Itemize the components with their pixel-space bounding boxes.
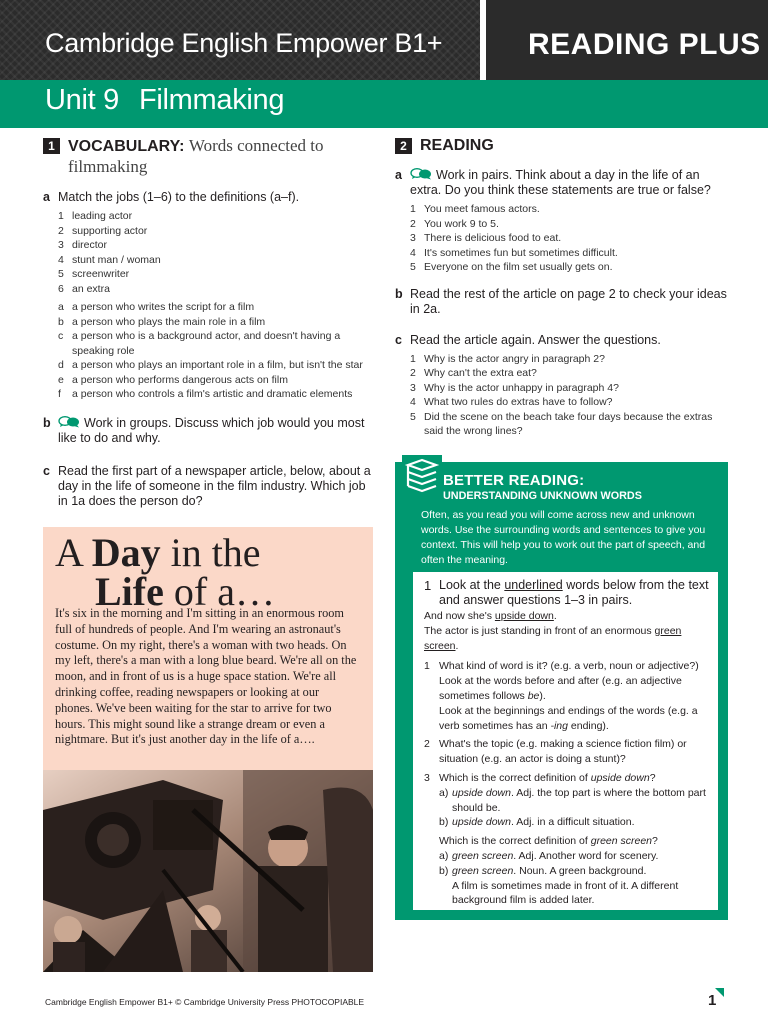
unit-number: Unit 9	[45, 84, 119, 116]
better-reading-subtitle: UNDERSTANDING UNKNOWN WORDS	[443, 490, 642, 502]
list-item: f a person who controls a film's artistic and dramatic elements	[58, 388, 353, 400]
task-question-2: 2 What's the topic (e.g. making a science fiction film) or situation (e.g. an actor is doing a stunt)?	[424, 738, 687, 766]
section-number: 2	[395, 138, 412, 154]
option-4b: b) green screen. Noun. A green background.	[439, 864, 647, 877]
reading-question-b: b Read the rest of the article on page 2 to check your ideas in 2a.	[395, 286, 727, 316]
list-item: b a person who plays the main role in a film	[58, 315, 266, 328]
better-reading-title: BETTER READING:	[443, 472, 585, 489]
list-item: 2 You work 9 to 5.	[410, 217, 499, 230]
option-4a: a) green screen. Adj. Another word for scenery.	[439, 849, 659, 862]
reading-label: READING	[420, 137, 494, 154]
article-box	[43, 527, 373, 771]
film-crew-photo	[43, 770, 373, 972]
task-question-1-part-2: Look at the beginnings and endings of the words (e.g. a verb sometimes has an -ing ending).	[439, 704, 698, 732]
task-question-4: Which is the correct definition of green screen?	[439, 835, 658, 848]
list-item: 5 Everyone on the film set usually gets on.	[410, 261, 613, 273]
vocabulary-section	[43, 136, 373, 509]
list-item: 3 There is delicious food to eat.	[410, 232, 562, 244]
definitions-list	[58, 300, 373, 402]
page-number: 1	[708, 992, 717, 1009]
option-3b: b) upside down. Adj. in a difficult situation.	[439, 816, 635, 829]
list-item: c a person who is a background actor, and doesn't having a speaking role	[58, 330, 341, 357]
list-item: 5 screenwriter	[58, 268, 130, 280]
book-stack-icon	[402, 455, 442, 495]
list-item: 3 Why is the actor unhappy in paragraph 4?	[410, 381, 619, 394]
article-title: A Day in the Life of a…	[55, 530, 275, 614]
example-2: The actor is just standing in front of an enormous green screen.	[424, 624, 682, 652]
list-item: 4 stunt man / woman	[58, 253, 161, 266]
vocab-question-a: a Match the jobs (1–6) to the definitions (a–f).	[43, 190, 300, 204]
unit-title	[45, 84, 304, 117]
list-item: 4 What two rules do extras have to follow?	[410, 396, 613, 408]
questions-list	[410, 352, 730, 439]
reading-question-c: c Read the article again. Answer the questions.	[395, 332, 661, 347]
footer-copyright: Cambridge English Empower B1+ © Cambridge University Press PHOTOCOPIABLE	[45, 997, 365, 1007]
reading-heading	[395, 136, 730, 156]
reading-question-a: a Work in pairs. Think about a day in the life of an extra. Do you think these statements are true or false?	[395, 168, 711, 197]
option-3a: a) upside down. Adj. the top part is where the bottom part should be.	[439, 786, 706, 814]
reading-plus-label: READING PLUS	[528, 28, 761, 61]
list-item: 3 director	[58, 239, 108, 251]
list-item: 6 an extra	[58, 282, 110, 295]
book-title: Cambridge English Empower B1+	[45, 28, 443, 58]
vocabulary-label: VOCABULARY:	[68, 138, 185, 155]
pair-work-icon	[410, 168, 432, 180]
unit-name: Filmmaking	[138, 84, 285, 116]
reading-section	[395, 136, 730, 439]
task-instruction: 1 Look at the underlined words below from the text and answer questions 1–3 in pairs.	[424, 578, 709, 607]
film-crew-image	[43, 770, 373, 972]
vocab-question-b: b Work in groups. Discuss which job would you most like to do and why.	[43, 415, 365, 445]
statements-list	[410, 202, 730, 275]
better-reading-task	[413, 572, 718, 910]
better-reading-intro: Often, as you read you will come across new and unknown words. Use the surrounding words and sentences to give you context. This will help you to work out the part of speech, and often the meaning.	[421, 509, 706, 566]
list-item: 1 You meet famous actors.	[410, 203, 540, 215]
list-item: d a person who plays an important role in a film, but isn't the star	[58, 359, 363, 371]
task-question-3: 3 Which is the correct definition of upside down?	[424, 771, 656, 784]
list-item: 1 leading actor	[58, 210, 133, 222]
list-item: 5 Did the scene on the beach take four days because the extras said the wrong lines?	[410, 410, 713, 437]
vocab-question-c: c Read the first part of a newspaper article, below, about a day in the life of someone in the film industry. Which job in 1a does the person do?	[43, 463, 371, 508]
list-item: 2 supporting actor	[58, 224, 148, 237]
pair-work-icon	[58, 416, 80, 428]
option-4b-note: A film is sometimes made in front of it. A different background film is added later.	[452, 879, 679, 907]
list-item: a a person who writes the script for a film	[58, 301, 255, 313]
jobs-list	[58, 209, 373, 296]
list-item: 2 Why can't the extra eat?	[410, 367, 537, 379]
page-corner-marker	[715, 988, 724, 997]
list-item: 1 Why is the actor angry in paragraph 2?	[410, 352, 605, 365]
list-item: e a person who performs dangerous acts on film	[58, 373, 288, 386]
article-body: It's six in the morning and I'm sitting in an enormous room full of hundreds of people. And I'm wearing an astronaut's costume. On my right, there's a woman with two heads. On my left, there's a man with a long blue beard. We're all on the moon, and in front of us is a huge space station. We're all drinking coffee, reading newspapers or looking at our phones. We've been waiting for the star to arrive for two hours. This might sound like a strange dream or even a nightmare. But it's just another day in the life of a….	[55, 606, 357, 747]
task-question-1: 1 What kind of word is it? (e.g. a verb, noun or adjective?) Look at the words before and after (e.g. an adjective sometimes follows be).	[424, 660, 699, 702]
section-number: 1	[43, 138, 60, 154]
vocabulary-subtitle: Words connected to filmmaking	[68, 136, 324, 176]
vocabulary-heading	[43, 136, 373, 178]
example-1: And now she's upside down.	[424, 610, 557, 622]
list-item: 4 It's sometimes fun but sometimes difficult.	[410, 246, 618, 259]
